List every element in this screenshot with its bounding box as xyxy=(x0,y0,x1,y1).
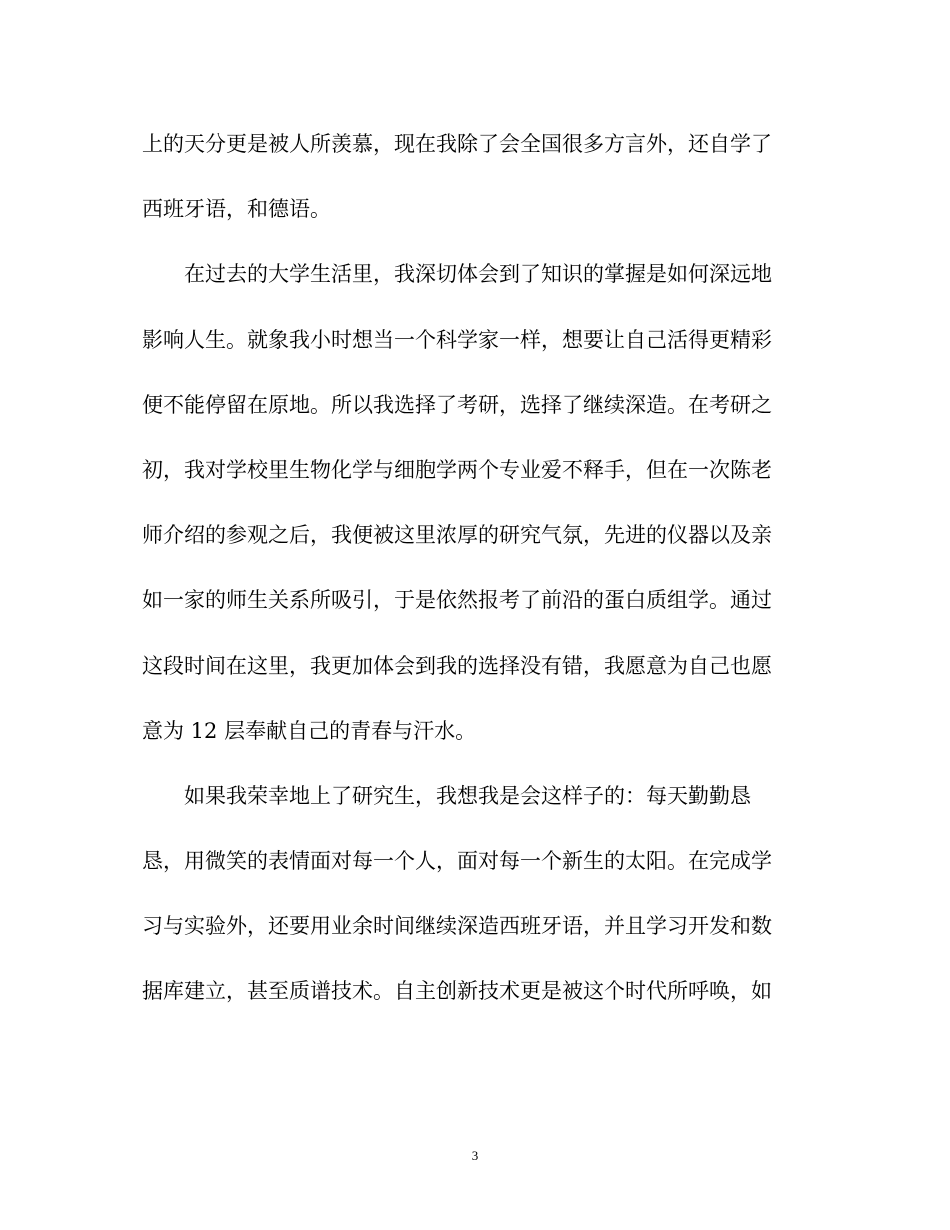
text-line: 师介绍的参观之后，我便被这里浓厚的研究气氛，先进的仪器以及亲 xyxy=(142,523,772,548)
text-line: 便不能停留在原地。所以我选择了考研，选择了继续深造。在考研之 xyxy=(142,392,772,417)
text-line: 西班牙语，和德语。 xyxy=(142,197,331,222)
text-line: 恳，用微笑的表情面对每一个人，面对每一个新生的太阳。在完成学 xyxy=(142,849,772,874)
text-line: 影响人生。就象我小时想当一个科学家一样，想要让自己活得更精彩 xyxy=(142,327,772,352)
text-line: 习与实验外，还要用业余时间继续深造西班牙语，并且学习开发和数 xyxy=(142,914,772,939)
text-line: 初，我对学校里生物化学与细胞学两个专业爱不释手，但在一次陈老 xyxy=(142,457,772,482)
text-line: 据库建立，甚至质谱技术。自主创新技术更是被这个时代所呼唤，如 xyxy=(142,979,772,1004)
page-number: 3 xyxy=(471,1148,479,1163)
text-line: 这段时间在这里，我更加体会到我的选择没有错，我愿意为自己也愿 xyxy=(142,653,772,678)
text-line: 如一家的师生关系所吸引，于是依然报考了前沿的蛋白质组学。通过 xyxy=(142,588,772,613)
text-line: 在过去的大学生活里，我深切体会到了知识的掌握是如何深远地 xyxy=(184,262,772,287)
text-line: 上的天分更是被人所羡慕，现在我除了会全国很多方言外，还自学了 xyxy=(142,132,772,156)
text-line: 意为 12 层奉献自己的青春与汗水。 xyxy=(142,718,477,743)
text-line: 如果我荣幸地上了研究生，我想我是会这样子的：每天勤勤恳 xyxy=(184,783,751,808)
body-text xyxy=(142,112,802,1025)
